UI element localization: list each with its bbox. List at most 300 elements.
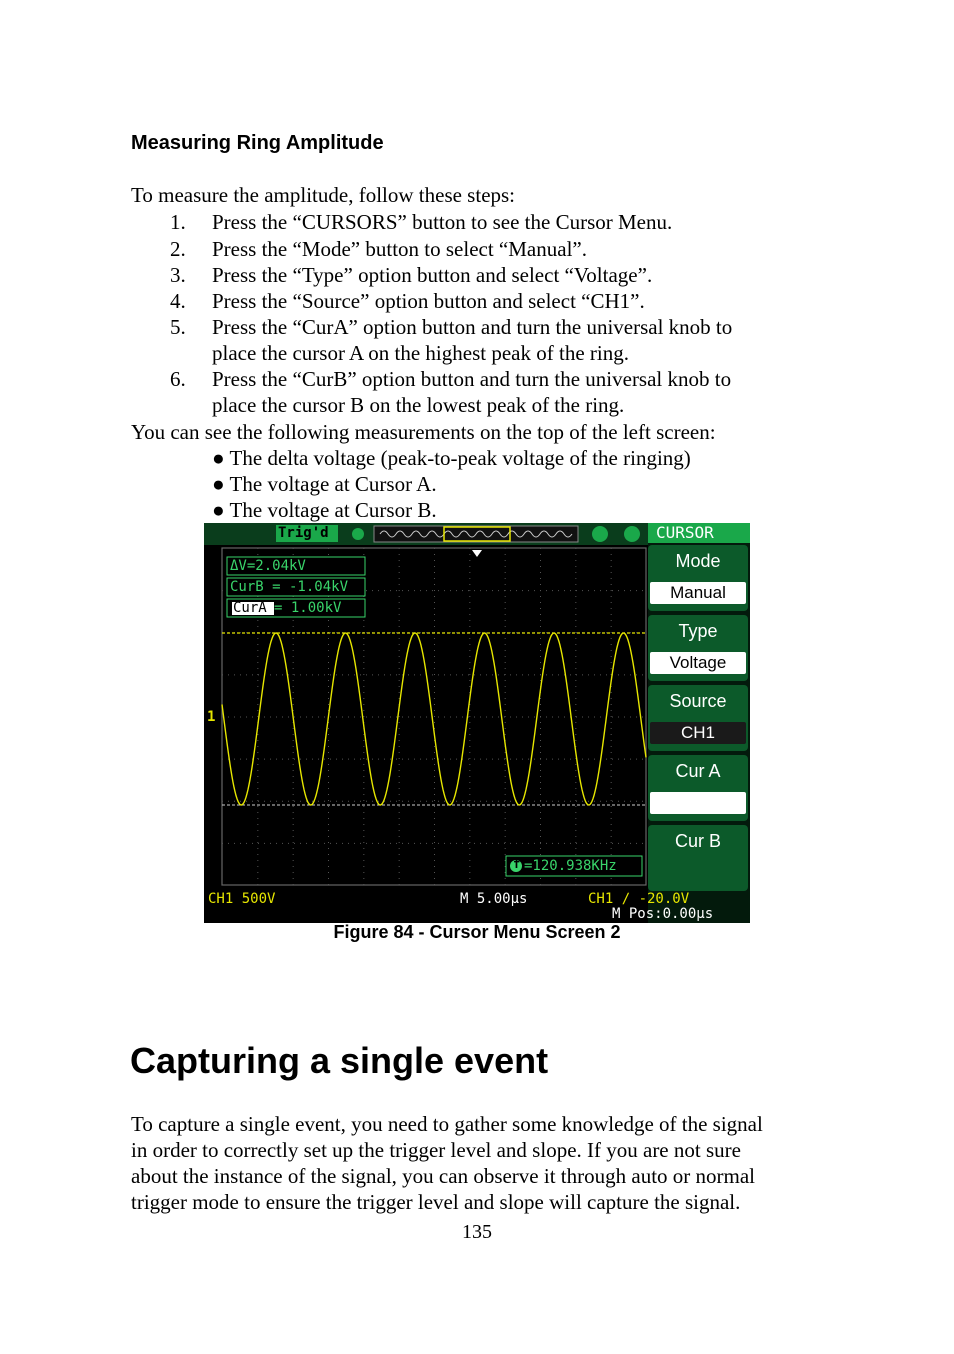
grid-dot <box>505 566 506 567</box>
grid-dot <box>399 842 400 843</box>
grid-dot <box>293 728 294 729</box>
cursor-a-label: CurA <box>233 600 267 616</box>
grid-dot <box>324 717 325 718</box>
grid-dot <box>606 759 607 760</box>
grid-dot <box>469 800 470 801</box>
grid-dot <box>288 843 289 844</box>
grid-dot <box>328 650 329 651</box>
grid-dot <box>240 632 241 633</box>
paragraph-line: To capture a single event, you need to gather some knowledge of the signal <box>131 1112 763 1136</box>
grid-dot <box>636 590 637 591</box>
grid-dot <box>328 668 329 669</box>
grid-dot <box>399 650 400 651</box>
grid-dot <box>474 590 475 591</box>
grid-dot <box>328 866 329 867</box>
grid-dot <box>611 884 612 885</box>
grid-dot <box>462 801 463 802</box>
grid-dot <box>450 801 451 802</box>
grid-dot <box>399 872 400 873</box>
grid-dot <box>293 824 294 825</box>
grid-dot <box>360 843 361 844</box>
step-number: 5. <box>170 315 186 339</box>
grid-dot <box>312 674 313 675</box>
grid-dot <box>426 759 427 760</box>
grid-dot <box>390 843 391 844</box>
grid-dot <box>258 843 259 844</box>
grid-dot <box>540 668 541 669</box>
grid-dot <box>257 740 258 741</box>
paragraph-line: about the instance of the signal, you can observe it through auto or normal <box>131 1164 756 1188</box>
grid-dot <box>469 602 470 603</box>
grid-dot <box>611 752 612 753</box>
grid-dot <box>575 608 576 609</box>
grid-dot <box>399 644 400 645</box>
grid-dot <box>434 818 435 819</box>
grid-dot <box>399 602 400 603</box>
grid-dot <box>399 866 400 867</box>
grid-dot <box>505 596 506 597</box>
grid-dot <box>570 759 571 760</box>
grid-dot <box>378 674 379 675</box>
grid-dot <box>469 842 470 843</box>
grid-dot <box>575 584 576 585</box>
grid-dot <box>399 878 400 879</box>
grid-dot <box>328 740 329 741</box>
grid-dot <box>328 620 329 621</box>
grid-dot <box>363 800 364 801</box>
grid-dot <box>576 843 577 844</box>
step-text: Press the “CurA” option button and turn the universal knob to <box>212 315 733 339</box>
grid-dot <box>402 590 403 591</box>
grid-dot <box>540 806 541 807</box>
grid-dot <box>282 843 283 844</box>
grid-dot <box>390 717 391 718</box>
grid-dot <box>540 836 541 837</box>
grid-dot <box>540 548 541 549</box>
grid-dot <box>240 843 241 844</box>
grid-dot <box>414 674 415 675</box>
grid-dot <box>363 716 364 717</box>
menu-button-cur-a[interactable] <box>648 755 748 821</box>
grid-dot <box>300 632 301 633</box>
grid-dot <box>328 626 329 627</box>
grid-dot <box>469 866 470 867</box>
grid-dot <box>469 560 470 561</box>
bullet-item: ● The voltage at Cursor B. <box>212 498 437 522</box>
grid-dot <box>257 662 258 663</box>
grid-dot <box>552 759 553 760</box>
grid-dot <box>469 680 470 681</box>
grid-dot <box>444 843 445 844</box>
step-text: Press the “Source” option button and select “CH1”. <box>212 289 645 313</box>
grid-dot <box>306 674 307 675</box>
grid-dot <box>505 548 506 549</box>
grid-dot <box>354 843 355 844</box>
grid-dot <box>575 764 576 765</box>
grid-dot <box>399 566 400 567</box>
grid-dot <box>434 770 435 771</box>
menu-button-mode[interactable] <box>648 545 748 611</box>
grid-dot <box>257 548 258 549</box>
grid-dot <box>540 578 541 579</box>
grid-dot <box>575 596 576 597</box>
grid-dot <box>469 722 470 723</box>
grid-dot <box>540 614 541 615</box>
grid-dot <box>540 632 541 633</box>
grid-dot <box>328 752 329 753</box>
grid-dot <box>480 717 481 718</box>
step-text: Press the “CurB” option button and turn the universal knob to <box>212 367 732 391</box>
grid-dot <box>378 759 379 760</box>
grid-dot <box>328 674 329 675</box>
grid-dot <box>414 759 415 760</box>
grid-dot <box>264 801 265 802</box>
grid-dot <box>328 776 329 777</box>
grid-dot <box>469 638 470 639</box>
grid-dot <box>240 801 241 802</box>
step-text: Press the “CURSORS” button to see the Cursor Menu. <box>212 210 673 234</box>
grid-dot <box>611 578 612 579</box>
grid-dot <box>264 759 265 760</box>
grid-dot <box>444 759 445 760</box>
grid-dot <box>540 734 541 735</box>
grid-dot <box>498 843 499 844</box>
grid-dot <box>363 830 364 831</box>
grid-dot <box>575 566 576 567</box>
grid-dot <box>328 662 329 663</box>
grid-dot <box>612 843 613 844</box>
grid-dot <box>399 836 400 837</box>
grid-dot <box>293 836 294 837</box>
grid-dot <box>372 843 373 844</box>
grid-dot <box>468 843 469 844</box>
grid-dot <box>342 759 343 760</box>
grid-dot <box>240 717 241 718</box>
grid-dot <box>505 710 506 711</box>
grid-dot <box>222 801 223 802</box>
grid-dot <box>611 692 612 693</box>
grid-dot <box>540 644 541 645</box>
menu-button-source[interactable] <box>648 685 748 751</box>
grid-dot <box>257 818 258 819</box>
grid-dot <box>570 590 571 591</box>
grid-dot <box>246 632 247 633</box>
grid-dot <box>492 590 493 591</box>
grid-dot <box>354 801 355 802</box>
grid-dot <box>564 590 565 591</box>
grid-dot <box>582 759 583 760</box>
grid-dot <box>434 620 435 621</box>
grid-dot <box>294 759 295 760</box>
grid-dot <box>618 843 619 844</box>
grid-dot <box>611 848 612 849</box>
grid-dot <box>575 656 576 657</box>
grid-dot <box>575 686 576 687</box>
grid-dot <box>328 656 329 657</box>
grid-dot <box>516 674 517 675</box>
grid-dot <box>469 674 470 675</box>
grid-dot <box>402 759 403 760</box>
grid-dot <box>540 596 541 597</box>
grid-dot <box>505 614 506 615</box>
grid-dot <box>624 843 625 844</box>
grid-dot <box>558 590 559 591</box>
grid-dot <box>504 590 505 591</box>
grid-dot <box>306 759 307 760</box>
grid-dot <box>257 698 258 699</box>
grid-dot <box>434 578 435 579</box>
grid-dot <box>363 854 364 855</box>
grid-dot <box>378 717 379 718</box>
grid-dot <box>469 566 470 567</box>
grid-dot <box>363 548 364 549</box>
grid-dot <box>257 842 258 843</box>
menu-button-cur-b[interactable] <box>648 825 748 891</box>
grid-dot <box>575 602 576 603</box>
grid-dot <box>611 626 612 627</box>
grid-dot <box>293 704 294 705</box>
grid-dot <box>222 759 223 760</box>
grid-dot <box>486 590 487 591</box>
grid-dot <box>456 717 457 718</box>
grid-dot <box>611 770 612 771</box>
grid-dot <box>384 590 385 591</box>
grid-dot <box>257 812 258 813</box>
grid-dot <box>234 843 235 844</box>
grid-dot <box>420 801 421 802</box>
grid-dot <box>426 717 427 718</box>
grid-dot <box>540 843 541 844</box>
step-text: Press the “Mode” button to select “Manual”. <box>212 237 587 261</box>
grid-dot <box>492 843 493 844</box>
grid-dot <box>396 759 397 760</box>
grid-dot <box>611 662 612 663</box>
grid-dot <box>420 717 421 718</box>
grid-dot <box>540 662 541 663</box>
grid-dot <box>434 806 435 807</box>
grid-dot <box>328 770 329 771</box>
grid-dot <box>336 843 337 844</box>
grid-dot <box>600 843 601 844</box>
grid-dot <box>612 759 613 760</box>
step-number: 4. <box>170 289 186 313</box>
grid-dot <box>434 704 435 705</box>
grid-dot <box>630 674 631 675</box>
grid-dot <box>360 717 361 718</box>
grid-dot <box>330 717 331 718</box>
grid-dot <box>434 554 435 555</box>
grid-dot <box>363 626 364 627</box>
grid-dot <box>540 764 541 765</box>
grid-dot <box>399 596 400 597</box>
grid-dot <box>636 801 637 802</box>
grid-dot <box>469 620 470 621</box>
grid-dot <box>432 759 433 760</box>
grid-dot <box>246 843 247 844</box>
grid-dot <box>366 674 367 675</box>
grid-dot <box>450 759 451 760</box>
grid-dot <box>576 590 577 591</box>
grid-dot <box>306 717 307 718</box>
grid-dot <box>399 824 400 825</box>
grid-dot <box>469 848 470 849</box>
grid-dot <box>399 674 400 675</box>
grid-dot <box>575 704 576 705</box>
grid-dot <box>630 717 631 718</box>
grid-dot <box>324 759 325 760</box>
grid-dot <box>300 843 301 844</box>
grid-dot <box>594 843 595 844</box>
grid-dot <box>624 674 625 675</box>
grid-dot <box>363 704 364 705</box>
grid-dot <box>611 836 612 837</box>
grid-dot <box>434 848 435 849</box>
grid-dot <box>575 836 576 837</box>
grid-dot <box>434 626 435 627</box>
grid-dot <box>399 752 400 753</box>
grid-dot <box>293 788 294 789</box>
grid-dot <box>328 878 329 879</box>
grid-dot <box>480 801 481 802</box>
grid-dot <box>505 608 506 609</box>
grid-dot <box>611 734 612 735</box>
grid-dot <box>363 884 364 885</box>
grid-dot <box>372 674 373 675</box>
grid-dot <box>384 759 385 760</box>
grid-dot <box>257 644 258 645</box>
grid-dot <box>328 836 329 837</box>
grid-dot <box>469 794 470 795</box>
grid-dot <box>399 806 400 807</box>
grid-dot <box>434 650 435 651</box>
grid-dot <box>534 674 535 675</box>
grid-dot <box>293 692 294 693</box>
grid-dot <box>469 590 470 591</box>
grid-dot <box>611 566 612 567</box>
menu-button-type[interactable] <box>648 615 748 681</box>
grid-dot <box>552 843 553 844</box>
grid-dot <box>434 560 435 561</box>
grid-dot <box>293 686 294 687</box>
grid-dot <box>328 698 329 699</box>
grid-dot <box>438 590 439 591</box>
grid-dot <box>505 788 506 789</box>
grid-dot <box>363 866 364 867</box>
grid-dot <box>293 650 294 651</box>
grid-dot <box>588 717 589 718</box>
grid-dot <box>474 843 475 844</box>
grid-dot <box>438 843 439 844</box>
grid-dot <box>486 717 487 718</box>
grid-dot <box>328 728 329 729</box>
grid-dot <box>469 548 470 549</box>
grid-dot <box>434 860 435 861</box>
grid-dot <box>240 759 241 760</box>
grid-dot <box>492 801 493 802</box>
grid-dot <box>522 759 523 760</box>
grid-dot <box>611 740 612 741</box>
grid-dot <box>444 674 445 675</box>
grid-dot <box>434 656 435 657</box>
grid-dot <box>257 866 258 867</box>
grid-dot <box>611 710 612 711</box>
grid-dot <box>462 717 463 718</box>
grid-dot <box>434 608 435 609</box>
grid-dot <box>450 590 451 591</box>
grid-dot <box>611 620 612 621</box>
grid-dot <box>469 644 470 645</box>
grid-dot <box>288 759 289 760</box>
grid-dot <box>399 776 400 777</box>
grid-dot <box>257 854 258 855</box>
grid-dot <box>257 824 258 825</box>
grid-dot <box>575 668 576 669</box>
grid-dot <box>606 843 607 844</box>
grid-dot <box>434 548 435 549</box>
grid-dot <box>469 830 470 831</box>
grid-dot <box>516 590 517 591</box>
grid-dot <box>522 674 523 675</box>
grid-dot <box>611 722 612 723</box>
grid-dot <box>363 650 364 651</box>
grid-dot <box>328 860 329 861</box>
grid-dot <box>611 854 612 855</box>
grid-dot <box>363 776 364 777</box>
grid-dot <box>328 638 329 639</box>
grid-dot <box>434 776 435 777</box>
grid-dot <box>257 704 258 705</box>
grid-dot <box>575 560 576 561</box>
grid-dot <box>444 590 445 591</box>
grid-dot <box>399 578 400 579</box>
grid-dot <box>546 632 547 633</box>
menu-button-value <box>650 792 746 814</box>
grid-dot <box>363 824 364 825</box>
grid-dot <box>540 728 541 729</box>
grid-dot <box>293 878 294 879</box>
grid-dot <box>504 843 505 844</box>
grid-dot <box>611 878 612 879</box>
section-heading: Measuring Ring Amplitude <box>131 132 384 154</box>
grid-dot <box>540 746 541 747</box>
grid-dot <box>575 554 576 555</box>
grid-dot <box>618 717 619 718</box>
grid-dot <box>372 590 373 591</box>
step-text-continued: place the cursor A on the highest peak of the ring. <box>212 341 629 365</box>
grid-dot <box>318 717 319 718</box>
grid-dot <box>257 788 258 789</box>
grid-dot <box>257 734 258 735</box>
page-number: 135 <box>462 1221 492 1243</box>
grid-dot <box>228 717 229 718</box>
menu-button-title: Cur A <box>675 761 721 781</box>
grid-dot <box>293 698 294 699</box>
grid-dot <box>228 674 229 675</box>
grid-dot <box>270 717 271 718</box>
grid-dot <box>414 843 415 844</box>
grid-dot <box>434 680 435 681</box>
grid-dot <box>270 759 271 760</box>
grid-dot <box>276 717 277 718</box>
grid-dot <box>469 728 470 729</box>
grid-dot <box>480 759 481 760</box>
grid-dot <box>399 782 400 783</box>
grid-dot <box>306 843 307 844</box>
grid-dot <box>636 717 637 718</box>
grid-dot <box>636 632 637 633</box>
grid-dot <box>630 590 631 591</box>
grid-dot <box>372 801 373 802</box>
